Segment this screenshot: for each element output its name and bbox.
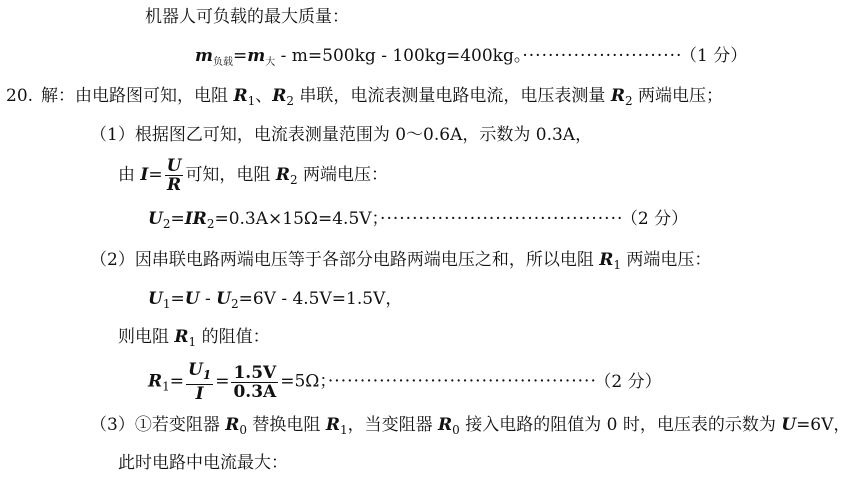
line-R1-resistance-label [118,326,270,353]
score: （2 分） [629,209,689,229]
line-ohm-law [118,156,388,199]
numerator: 1.5V [233,362,277,383]
text: 两端电压； [632,86,724,106]
formula-rest: =6V - 4.5V=1.5V， [238,289,403,309]
sub-big: 大 [265,57,276,68]
line-R1-calc [148,361,662,406]
denominator: R [166,175,182,195]
line-part2 [90,249,711,276]
var-U: U [188,360,203,380]
text: （2）因串联电路两端电压等于各部分电路两端电压之和，所以电阻 [90,250,600,270]
var-U: U [216,289,231,309]
text: 串联，电流表测量电路电流，电压表测量 [294,86,611,106]
var-R: R [325,415,340,435]
subscript: 2 [624,94,633,108]
line-load-formula [195,45,747,74]
subscript: 1 [202,368,212,382]
var-m: m [195,46,213,66]
var-IR: IR [184,209,207,229]
text: 机器人可负载的最大质量： [145,7,349,27]
var-m: m [247,46,266,66]
question-number: 20. [6,86,34,106]
subscript: 1 [613,258,621,272]
subscript: 2 [162,217,171,231]
var-U: U [148,289,163,309]
minus: - [199,289,217,309]
var-R: R [174,327,189,347]
formula-rest: - m=500kg - 100kg=400kg。 [275,46,523,66]
subscript: 1 [162,297,171,311]
line-part3 [90,414,850,441]
subscript: 1 [339,423,348,437]
sub-load: 负载 [213,57,233,68]
text: （3）①若变阻器 [90,415,226,435]
text: 由 [118,165,141,185]
subscript: 0 [239,423,248,437]
equals: = [215,371,230,392]
var-R: R [148,371,163,392]
line-U2-calc [148,208,688,235]
equals: = [169,371,185,392]
var-R: R [225,415,240,435]
equals: = [233,46,248,66]
subscript: 1 [247,94,256,108]
text: 替换电阻 [247,415,326,435]
fraction-U-over-R [165,157,184,194]
score: （1 分） [688,46,748,66]
fraction-values [231,364,278,401]
subscript: 2 [286,94,295,108]
denominator: I [195,384,204,404]
denominator: 0.3A [233,381,277,402]
equals: = [170,289,185,309]
text: （1）根据图乙可知，电流表测量范围为 0～0.6A，示数为 0.3A， [90,125,593,145]
numerator [186,361,213,385]
var-R: R [275,165,290,185]
score: （2 分） [602,371,662,392]
subscript: 1 [188,335,197,349]
var-I: I [140,165,149,185]
var-U: U [148,209,163,229]
formula-rest: =5Ω； [280,371,328,392]
text: 此时电路中电流最大： [118,453,288,473]
line-q20-header [6,85,723,112]
var-R: R [610,86,625,106]
subscript: 2 [230,297,239,311]
text: 的阻值： [196,327,270,347]
text: 接入电路的阻值为 0 时，电压表的示数为 [459,415,782,435]
line-max-mass-label [145,6,349,28]
text: 两端电压： [621,250,712,270]
line-max-current [118,452,288,474]
fraction-U1-over-I [186,361,213,403]
dot-leader: ······································ [380,209,624,229]
var-U: U [781,415,797,435]
text: 解：由电路图可知，电阻 [41,86,234,106]
subscript: 2 [289,173,298,187]
var-R: R [272,86,287,106]
text: 、 [255,86,273,106]
var-R: R [599,250,614,270]
text: =6V， [796,415,850,435]
text: 可知，电阻 [185,165,276,185]
text: ，当变阻器 [347,415,439,435]
dot-leader: ·········································· [327,371,597,392]
subscript: 1 [162,379,170,394]
subscript: 0 [452,423,460,437]
numerator: U [166,156,182,176]
var-R: R [233,86,248,106]
dot-leader: ························· [522,46,683,66]
formula-rest: =0.3A×15Ω=4.5V； [214,209,381,229]
var-R: R [438,415,453,435]
text: 则电阻 [118,327,175,347]
equals: = [170,209,185,229]
line-part1 [90,124,592,146]
text: 两端电压： [297,165,389,185]
var-U: U [184,289,200,309]
equals: = [148,165,163,185]
line-U1-calc [148,288,402,315]
subscript: 2 [206,217,215,231]
